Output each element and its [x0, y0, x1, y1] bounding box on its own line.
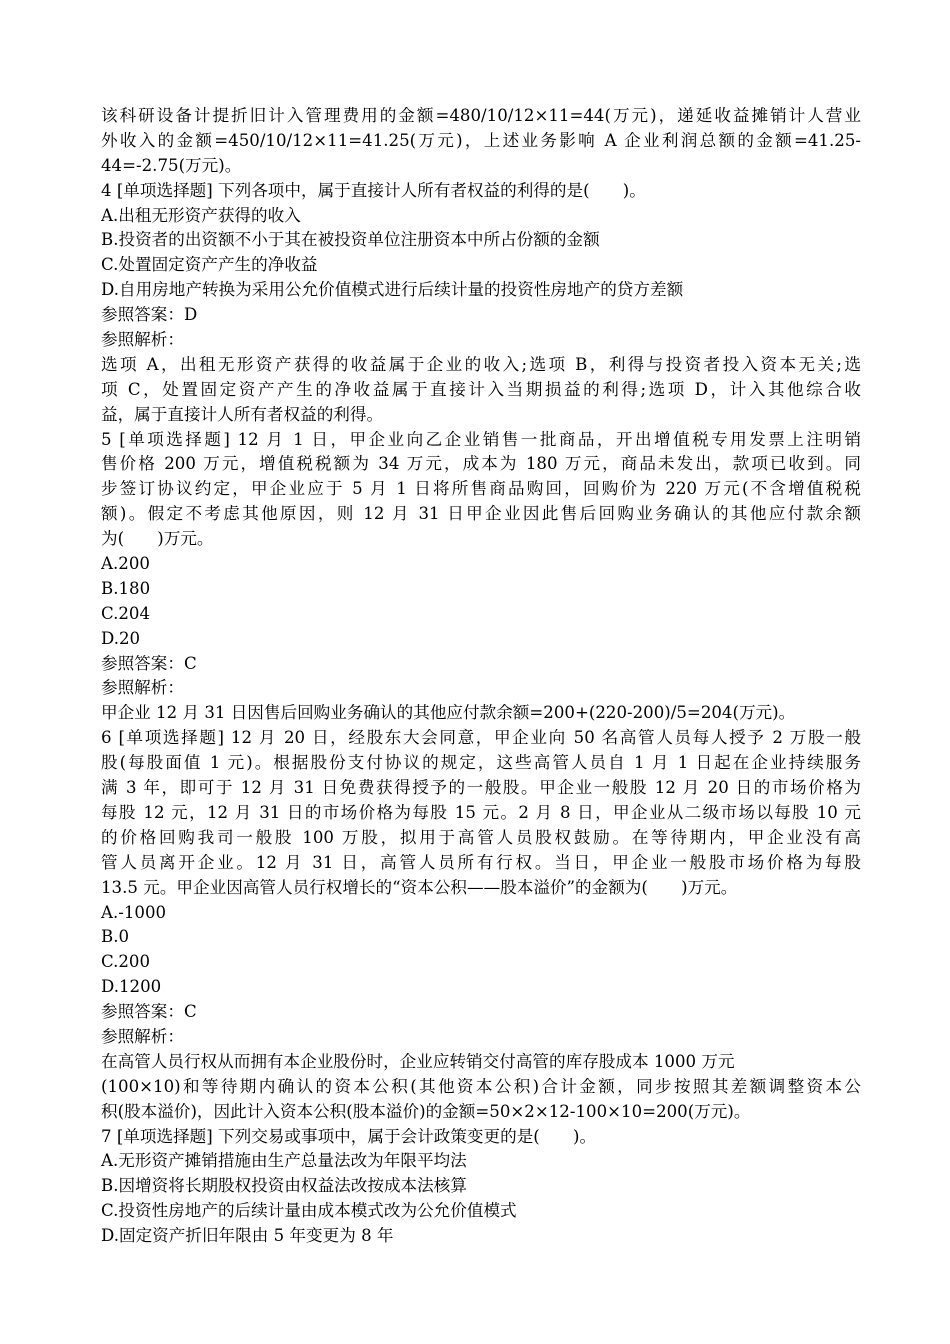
question-4-option-d: D.自用房地产转换为采用公允价值模式进行后续计量的投资性房地产的贷方差额 — [101, 280, 684, 300]
question-6-stem: 的价格回购我司一般股 100 万股，拟用于高管人员股权鼓励。在等待期内，甲企业没有高 — [101, 827, 861, 847]
text-line: 外收入的金额=450/10/12×11=41.25(万元)，上述业务影响 A 企业利润总额的金额=41.25- — [101, 130, 861, 150]
question-7-option-c: C.投资性房地产的后续计量由成本模式改为公允价值模式 — [101, 1201, 517, 1221]
question-5-option-d: D.20 — [101, 628, 141, 648]
question-4-analysis: 益，属于直接计人所有者权益的利得。 — [101, 404, 384, 424]
text-line: 44=-2.75(万元)。 — [101, 155, 242, 175]
question-5-option-b: B.180 — [101, 578, 151, 598]
question-6-stem: 管人员离开企业。12 月 31 日，高管人员所有行权。当日，甲企业一般股市场价格为每股 — [101, 852, 861, 872]
question-4-answer: 参照答案：D — [101, 305, 198, 325]
question-5-stem: 5 [单项选择题] 12 月 1 日，甲企业向乙企业销售一批商品，开出增值税专用发票上注明销 — [101, 429, 861, 449]
question-5-analysis: 甲企业 12 月 31 日因售后回购业务确认的其他应付款余额=200+(220-200)/5=204(万元)。 — [101, 703, 796, 723]
question-7-stem: 7 [单项选择题] 下列交易或事项中，属于会计政策变更的是( )。 — [101, 1126, 597, 1146]
question-5-option-c: C.204 — [101, 603, 151, 623]
question-5-analysis-label: 参照解析： — [101, 678, 184, 698]
question-7-option-d: D.固定资产折旧年限由 5 年变更为 8 年 — [101, 1226, 394, 1246]
document-page — [101, 104, 861, 1249]
question-6-analysis: 在高管人员行权从而拥有本企业股份时，企业应转销交付高管的库存股成本 1000 万元 — [101, 1051, 735, 1071]
question-6-stem: 6 [单项选择题] 12 月 20 日，经股东大会同意，甲企业向 50 名高管人员每人授予 2 万股一般 — [101, 728, 861, 748]
question-5-option-a: A.200 — [101, 554, 150, 574]
question-5-answer: 参照答案：C — [101, 653, 197, 673]
question-4-option-b: B.投资者的出资额不小于其在被投资单位注册资本中所占份额的金额 — [101, 230, 600, 250]
question-7-option-a: A.无形资产摊销措施由生产总量法改为年限平均法 — [101, 1151, 467, 1171]
question-4-analysis: 项 C，处置固定资产产生的净收益属于直接计入当期损益的利得;选项 D，计入其他综合收 — [101, 379, 861, 399]
question-6-option-d: D.1200 — [101, 977, 162, 997]
question-5-stem: 步签订协议约定，甲企业应于 5 月 1 日将所售商品购回，回购价为 220 万元(不含增值税税 — [101, 479, 861, 499]
question-6-option-b: B.0 — [101, 927, 130, 947]
question-4-analysis-label: 参照解析： — [101, 330, 184, 350]
question-6-stem: 13.5 元。甲企业因高管人员行权增长的“资本公积——股本溢价”的金额为( )万元。 — [101, 877, 738, 897]
question-6-analysis: (100×10)和等待期内确认的资本公积(其他资本公积)合计金额，同步按照其差额调整资本公 — [101, 1076, 861, 1096]
question-6-stem: 每股 12 元，12 月 31 日的市场价格为每股 15 元。2 月 8 日，甲企业从二级市场以每股 10 元 — [101, 802, 861, 822]
question-6-stem: 股(每股面值 1 元)。根据股份支付协议的规定，这些高管人员自 1 月 1 日起在企业持续服务 — [101, 753, 861, 773]
question-4-option-c: C.处置固定资产产生的净收益 — [101, 255, 318, 275]
question-6-stem: 满 3 年，即可于 12 月 31 日免费获得授予的一般股。甲企业一般股 12 月 20 日的市场价格为 — [101, 778, 861, 798]
question-5-stem: 为( )万元。 — [101, 529, 214, 549]
question-5-stem: 额)。假定不考虑其他原因，则 12 月 31 日甲企业因此售后回购业务确认的其他应付款余额 — [101, 504, 861, 524]
question-5-stem: 售价格 200 万元，增值税税额为 34 万元，成本为 180 万元，商品未发出，款项已收到。同 — [101, 454, 861, 474]
question-4-option-a: A.出租无形资产获得的收入 — [101, 205, 301, 225]
question-4-stem: 4 [单项选择题] 下列各项中，属于直接计人所有者权益的利得的是( )。 — [101, 180, 646, 200]
question-6-analysis: 积(股本溢价)，因此计入资本公积(股本溢价)的金额=50×2×12-100×10=200(万元)。 — [101, 1101, 751, 1121]
question-7-option-b: B.因增资将长期股权投资由权益法改按成本法核算 — [101, 1176, 467, 1196]
question-6-option-c: C.200 — [101, 952, 151, 972]
question-6-option-a: A.-1000 — [101, 902, 167, 922]
question-4-analysis: 选项 A，出租无形资产获得的收益属于企业的收入;选项 B，利得与投资者投入资本无关;选 — [101, 354, 861, 374]
question-6-answer: 参照答案：C — [101, 1002, 197, 1022]
text-line: 该科研设备计提折旧计入管理费用的金额=480/10/12×11=44(万元)，递延收益摊销计人营业 — [101, 106, 861, 125]
question-6-analysis-label: 参照解析： — [101, 1026, 184, 1046]
